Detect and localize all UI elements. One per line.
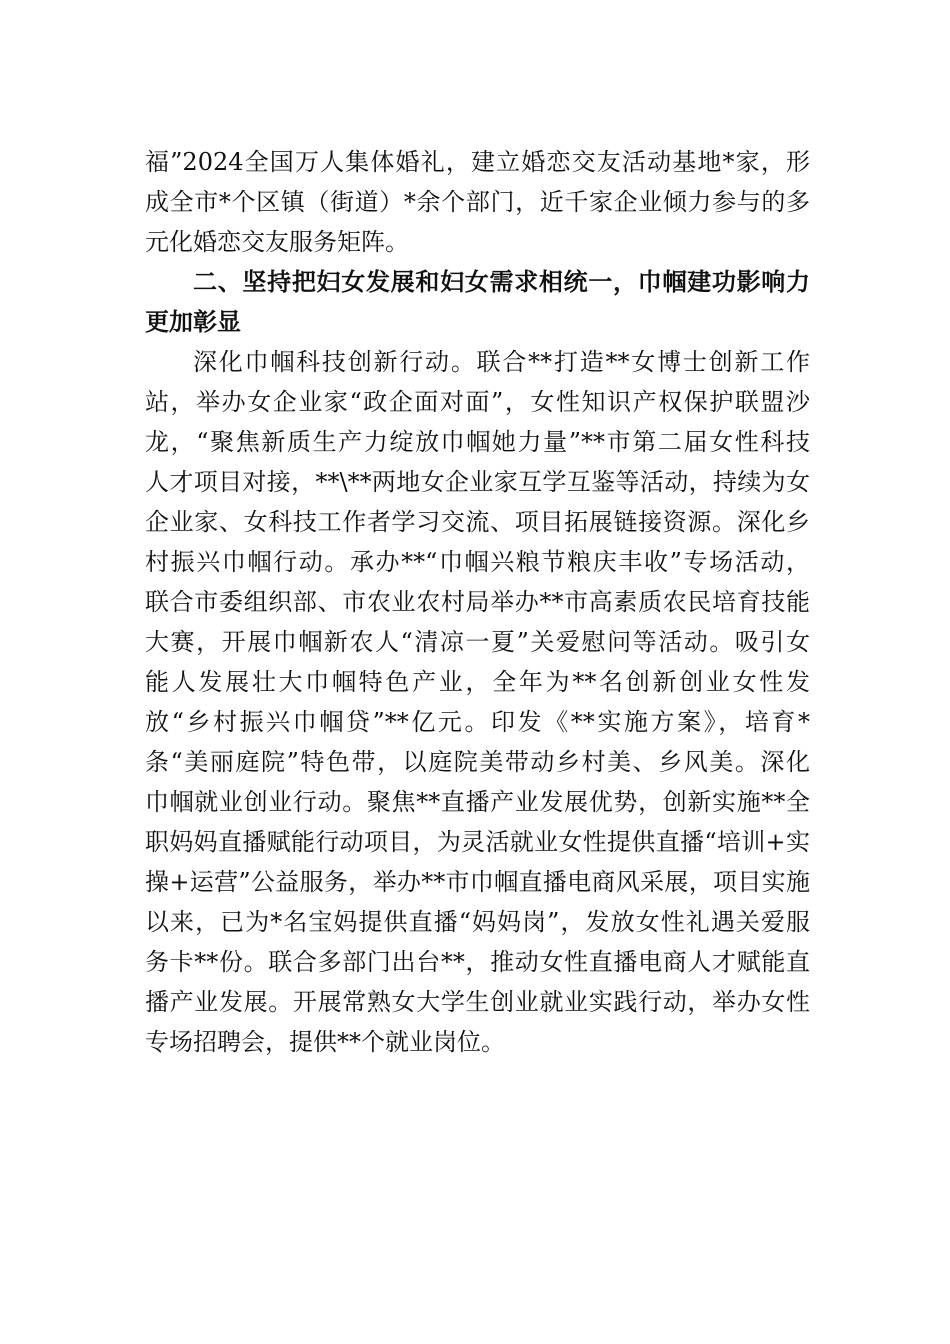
text-line: 巾帼就业创业行动。聚焦**直播产业发展优势，创新实施**全 [145, 788, 810, 816]
text-line: 职妈妈直播赋能行动项目，为灵活就业女性提供直播“培训+实 [145, 828, 810, 856]
text-line: 务卡**份。联合多部门出台**，推动女性直播电商人才赋能直 [145, 948, 810, 976]
text-line: 站，举办女企业家“政企面对面”，女性知识产权保护联盟沙 [145, 388, 810, 416]
heading-line: 更加彰显 [145, 308, 241, 336]
text-line: 专场招聘会，提供**个就业岗位。 [145, 1028, 505, 1056]
text-line: 村振兴巾帼行动。承办**“巾帼兴粮节粮庆丰收”专场活动， [145, 548, 810, 576]
text-line: 条“美丽庭院”特色带，以庭院美带动乡村美、乡风美。深化 [145, 748, 810, 776]
text-line: 操+运营”公益服务，举办**市巾帼直播电商风采展，项目实施 [145, 868, 810, 896]
text-line: 龙，“聚焦新质生产力绽放巾帼她力量”**市第二届女性科技 [145, 428, 810, 456]
section-heading-2 [145, 262, 810, 342]
document-body [145, 142, 810, 1062]
text-line: 以来，已为*名宝妈提供直播“妈妈岗”，发放女性礼遇关爱服 [145, 908, 810, 936]
text-line: 大赛，开展巾帼新农人“清凉一夏”关爱慰问等活动。吸引女 [145, 628, 810, 656]
text-line: 元化婚恋交友服务矩阵。 [145, 228, 409, 256]
text-line: 福”2024全国万人集体婚礼，建立婚恋交友活动基地*家，形 [145, 148, 810, 176]
heading-line: 二、坚持把妇女发展和妇女需求相统一，巾帼建功影响力 [193, 268, 810, 296]
text-line: 深化巾帼科技创新行动。联合**打造**女博士创新工作 [193, 348, 810, 376]
text-line: 企业家、女科技工作者学习交流、项目拓展链接资源。深化乡 [145, 508, 810, 536]
text-line: 放“乡村振兴巾帼贷”**亿元。印发《**实施方案》，培育* [145, 708, 810, 736]
paragraph-women-actions [145, 342, 810, 1062]
text-line: 能人发展壮大巾帼特色产业，全年为**名创新创业女性发 [145, 668, 810, 696]
text-line: 联合市委组织部、市农业农村局举办**市高素质农民培育技能 [145, 588, 810, 616]
text-line: 播产业发展。开展常熟女大学生创业就业实践行动，举办女性 [145, 988, 810, 1016]
paragraph-marriage-services [145, 142, 810, 262]
text-line: 成全市*个区镇（街道）*余个部门，近千家企业倾力参与的多 [145, 188, 810, 216]
text-line: 人才项目对接，**\**两地女企业家互学互鉴等活动，持续为女 [145, 468, 810, 496]
